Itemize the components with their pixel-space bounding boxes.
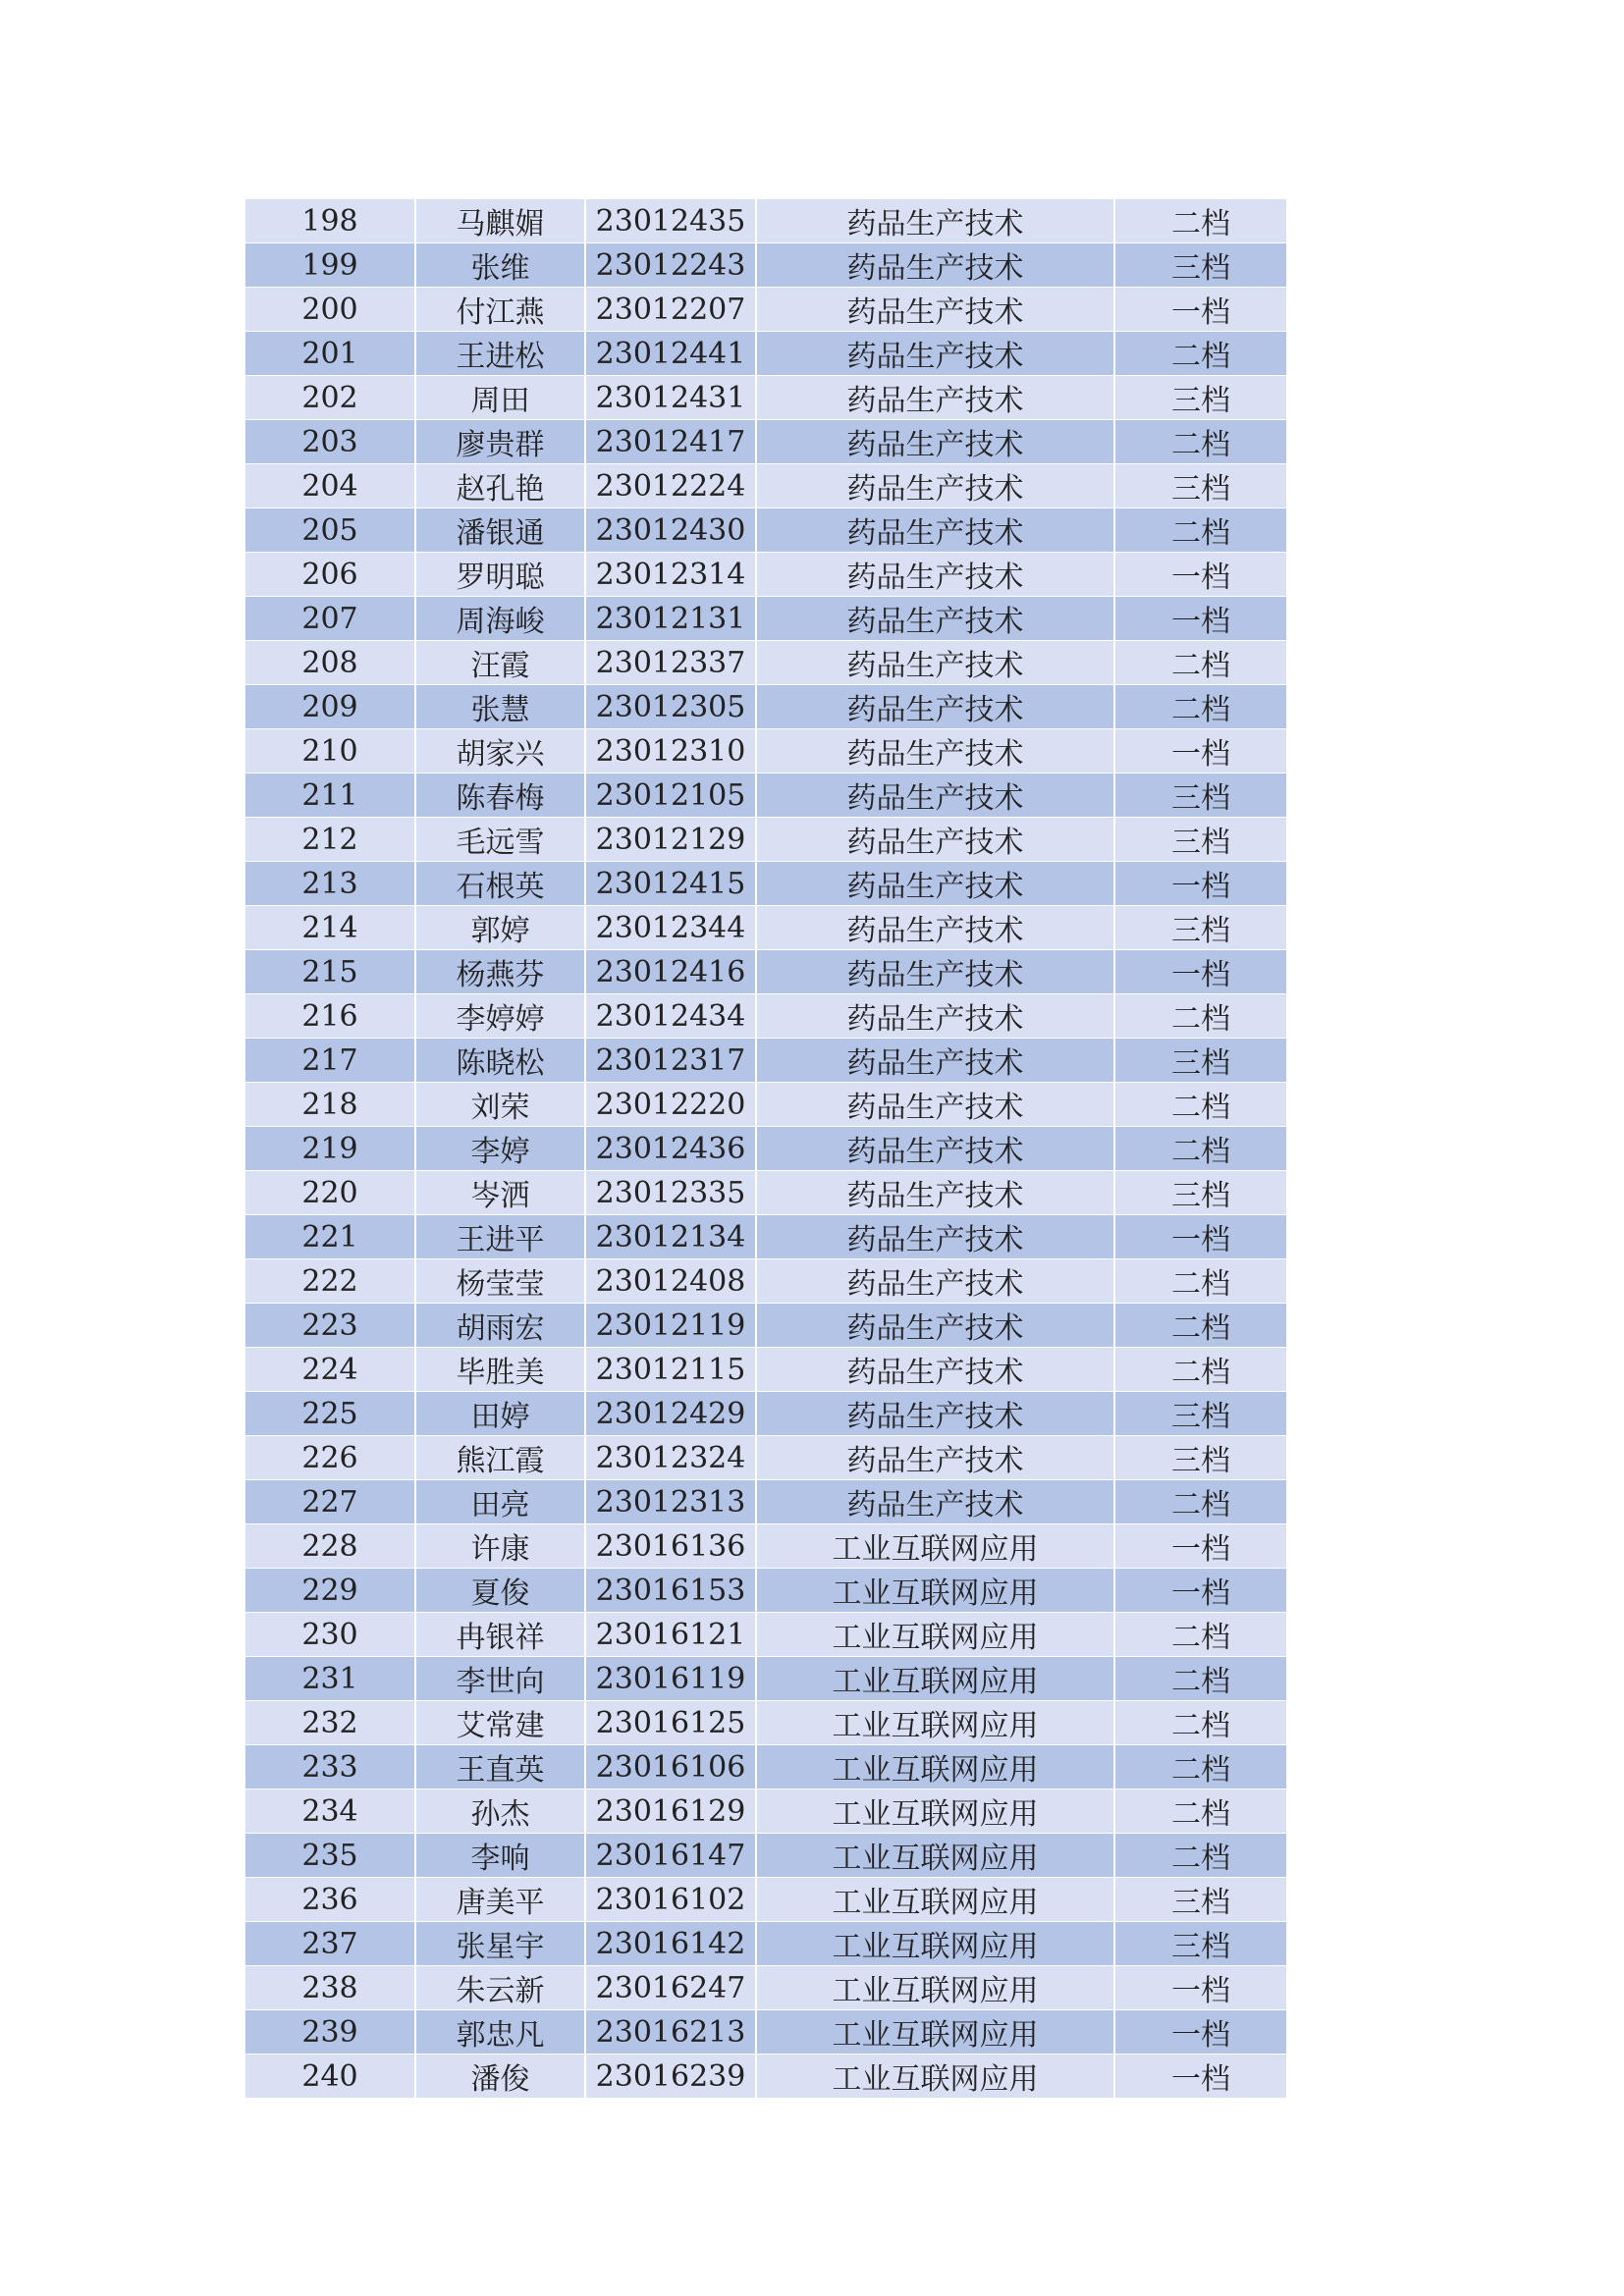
row-number-cell: 202: [245, 376, 415, 420]
row-number-cell: 230: [245, 1613, 415, 1657]
row-number-cell: 216: [245, 994, 415, 1039]
major-cell: 药品生产技术: [756, 332, 1114, 376]
row-number-cell: 229: [245, 1569, 415, 1613]
student-id-cell: 23012429: [585, 1392, 756, 1436]
grant-level-cell: 二档: [1114, 1083, 1286, 1127]
row-number-cell: 223: [245, 1304, 415, 1348]
table-row: [245, 1127, 1286, 1171]
row-number-cell: 209: [245, 685, 415, 729]
student-name-cell: 田婷: [415, 1392, 585, 1436]
row-number-cell: 220: [245, 1171, 415, 1215]
table-row: [245, 1171, 1286, 1215]
grant-level-cell: 二档: [1114, 1745, 1286, 1789]
row-number-cell: 228: [245, 1524, 415, 1569]
student-id-cell: 23012415: [585, 862, 756, 906]
student-id-cell: 23012119: [585, 1304, 756, 1348]
student-id-cell: 23012430: [585, 508, 756, 553]
row-number-cell: 221: [245, 1215, 415, 1259]
grant-level-cell: 二档: [1114, 641, 1286, 685]
table-row: [245, 685, 1286, 729]
table-row: [245, 243, 1286, 288]
major-cell: 药品生产技术: [756, 641, 1114, 685]
student-id-cell: 23016129: [585, 1789, 756, 1834]
student-name-cell: 陈春梅: [415, 774, 585, 818]
grant-level-cell: 三档: [1114, 1878, 1286, 1922]
table-body: [245, 199, 1286, 2099]
student-id-cell: 23012435: [585, 199, 756, 243]
major-cell: 药品生产技术: [756, 1215, 1114, 1259]
student-name-cell: 郭忠凡: [415, 2010, 585, 2055]
grant-level-cell: 二档: [1114, 420, 1286, 464]
table-row: [245, 1480, 1286, 1524]
table-row: [245, 1083, 1286, 1127]
major-cell: 工业互联网应用: [756, 1524, 1114, 1569]
grant-level-cell: 二档: [1114, 199, 1286, 243]
student-id-cell: 23012436: [585, 1127, 756, 1171]
student-name-cell: 胡家兴: [415, 729, 585, 774]
student-id-cell: 23016213: [585, 2010, 756, 2055]
grant-level-cell: 二档: [1114, 508, 1286, 553]
student-id-cell: 23012207: [585, 288, 756, 332]
major-cell: 药品生产技术: [756, 1259, 1114, 1304]
row-number-cell: 207: [245, 597, 415, 641]
student-name-cell: 李婷婷: [415, 994, 585, 1039]
grant-level-cell: 一档: [1114, 862, 1286, 906]
grant-level-cell: 一档: [1114, 950, 1286, 994]
row-number-cell: 234: [245, 1789, 415, 1834]
table-row: [245, 1834, 1286, 1878]
table-row: [245, 1701, 1286, 1745]
student-name-cell: 郭婷: [415, 906, 585, 950]
row-number-cell: 224: [245, 1348, 415, 1392]
major-cell: 药品生产技术: [756, 818, 1114, 862]
table-row: [245, 332, 1286, 376]
student-id-cell: 23012243: [585, 243, 756, 288]
row-number-cell: 210: [245, 729, 415, 774]
major-cell: 药品生产技术: [756, 420, 1114, 464]
student-name-cell: 王进平: [415, 1215, 585, 1259]
major-cell: 药品生产技术: [756, 774, 1114, 818]
student-id-cell: 23012224: [585, 464, 756, 508]
student-name-cell: 杨莹莹: [415, 1259, 585, 1304]
table-row: [245, 1966, 1286, 2010]
grant-level-cell: 一档: [1114, 1569, 1286, 1613]
table-row: [245, 1215, 1286, 1259]
student-name-cell: 石根英: [415, 862, 585, 906]
student-name-cell: 唐美平: [415, 1878, 585, 1922]
student-name-cell: 孙杰: [415, 1789, 585, 1834]
student-name-cell: 张维: [415, 243, 585, 288]
grant-level-cell: 三档: [1114, 906, 1286, 950]
row-number-cell: 239: [245, 2010, 415, 2055]
table-row: [245, 1569, 1286, 1613]
grant-level-cell: 三档: [1114, 243, 1286, 288]
row-number-cell: 205: [245, 508, 415, 553]
grant-level-cell: 三档: [1114, 464, 1286, 508]
row-number-cell: 233: [245, 1745, 415, 1789]
table-row: [245, 818, 1286, 862]
grant-level-cell: 二档: [1114, 1348, 1286, 1392]
table-row: [245, 1789, 1286, 1834]
table-row: [245, 729, 1286, 774]
row-number-cell: 213: [245, 862, 415, 906]
row-number-cell: 214: [245, 906, 415, 950]
major-cell: 药品生产技术: [756, 243, 1114, 288]
student-id-cell: 23016102: [585, 1878, 756, 1922]
student-name-cell: 赵孔艳: [415, 464, 585, 508]
row-number-cell: 217: [245, 1039, 415, 1083]
table-row: [245, 464, 1286, 508]
table-row: [245, 1348, 1286, 1392]
major-cell: 药品生产技术: [756, 1127, 1114, 1171]
major-cell: 药品生产技术: [756, 1171, 1114, 1215]
student-name-cell: 艾常建: [415, 1701, 585, 1745]
student-name-cell: 廖贵群: [415, 420, 585, 464]
row-number-cell: 200: [245, 288, 415, 332]
student-id-cell: 23012105: [585, 774, 756, 818]
table-row: [245, 1657, 1286, 1701]
row-number-cell: 204: [245, 464, 415, 508]
row-number-cell: 206: [245, 553, 415, 597]
row-number-cell: 218: [245, 1083, 415, 1127]
row-number-cell: 208: [245, 641, 415, 685]
student-name-cell: 冉银祥: [415, 1613, 585, 1657]
grant-level-cell: 二档: [1114, 1789, 1286, 1834]
student-id-cell: 23012220: [585, 1083, 756, 1127]
major-cell: 药品生产技术: [756, 464, 1114, 508]
grant-level-cell: 二档: [1114, 994, 1286, 1039]
student-name-cell: 李世向: [415, 1657, 585, 1701]
table-row: [245, 862, 1286, 906]
student-name-cell: 张慧: [415, 685, 585, 729]
major-cell: 药品生产技术: [756, 862, 1114, 906]
table-row: [245, 420, 1286, 464]
table-row: [245, 774, 1286, 818]
grant-level-cell: 三档: [1114, 1436, 1286, 1480]
row-number-cell: 198: [245, 199, 415, 243]
student-id-cell: 23012434: [585, 994, 756, 1039]
student-name-cell: 周田: [415, 376, 585, 420]
student-name-cell: 夏俊: [415, 1569, 585, 1613]
major-cell: 工业互联网应用: [756, 1834, 1114, 1878]
student-name-cell: 李响: [415, 1834, 585, 1878]
student-id-cell: 23012344: [585, 906, 756, 950]
major-cell: 药品生产技术: [756, 1083, 1114, 1127]
major-cell: 药品生产技术: [756, 729, 1114, 774]
student-name-cell: 汪霞: [415, 641, 585, 685]
major-cell: 药品生产技术: [756, 376, 1114, 420]
student-id-cell: 23012129: [585, 818, 756, 862]
row-number-cell: 219: [245, 1127, 415, 1171]
row-number-cell: 212: [245, 818, 415, 862]
table-row: [245, 950, 1286, 994]
student-name-cell: 王直英: [415, 1745, 585, 1789]
major-cell: 药品生产技术: [756, 288, 1114, 332]
row-number-cell: 238: [245, 1966, 415, 2010]
row-number-cell: 236: [245, 1878, 415, 1922]
row-number-cell: 222: [245, 1259, 415, 1304]
student-name-cell: 田亮: [415, 1480, 585, 1524]
major-cell: 药品生产技术: [756, 553, 1114, 597]
table-row: [245, 1304, 1286, 1348]
student-name-cell: 马麒媚: [415, 199, 585, 243]
student-id-cell: 23012131: [585, 597, 756, 641]
student-id-cell: 23012417: [585, 420, 756, 464]
major-cell: 工业互联网应用: [756, 2010, 1114, 2055]
major-cell: 工业互联网应用: [756, 2055, 1114, 2099]
student-name-cell: 刘荣: [415, 1083, 585, 1127]
row-number-cell: 211: [245, 774, 415, 818]
student-name-cell: 潘俊: [415, 2055, 585, 2099]
student-id-cell: 23016147: [585, 1834, 756, 1878]
major-cell: 药品生产技术: [756, 994, 1114, 1039]
table-row: [245, 1039, 1286, 1083]
grant-level-cell: 三档: [1114, 1922, 1286, 1966]
student-id-cell: 23016121: [585, 1613, 756, 1657]
grant-level-cell: 二档: [1114, 1259, 1286, 1304]
grant-level-cell: 三档: [1114, 376, 1286, 420]
student-name-cell: 岑洒: [415, 1171, 585, 1215]
student-id-cell: 23012324: [585, 1436, 756, 1480]
table-row: [245, 1524, 1286, 1569]
student-id-cell: 23012408: [585, 1259, 756, 1304]
major-cell: 药品生产技术: [756, 950, 1114, 994]
major-cell: 药品生产技术: [756, 906, 1114, 950]
row-number-cell: 232: [245, 1701, 415, 1745]
table-row: [245, 1392, 1286, 1436]
table-row: [245, 1436, 1286, 1480]
row-number-cell: 225: [245, 1392, 415, 1436]
table-row: [245, 641, 1286, 685]
grant-level-cell: 二档: [1114, 685, 1286, 729]
student-id-cell: 23012305: [585, 685, 756, 729]
major-cell: 工业互联网应用: [756, 1878, 1114, 1922]
student-id-cell: 23012416: [585, 950, 756, 994]
major-cell: 工业互联网应用: [756, 1569, 1114, 1613]
major-cell: 工业互联网应用: [756, 1613, 1114, 1657]
grant-level-cell: 一档: [1114, 1966, 1286, 2010]
student-grant-table: [245, 199, 1286, 2099]
major-cell: 药品生产技术: [756, 1348, 1114, 1392]
student-name-cell: 毛远雪: [415, 818, 585, 862]
grant-level-cell: 二档: [1114, 332, 1286, 376]
table-row: [245, 288, 1286, 332]
student-id-cell: 23012441: [585, 332, 756, 376]
row-number-cell: 235: [245, 1834, 415, 1878]
major-cell: 工业互联网应用: [756, 1701, 1114, 1745]
student-name-cell: 周海峻: [415, 597, 585, 641]
grant-level-cell: 二档: [1114, 1613, 1286, 1657]
grant-level-cell: 二档: [1114, 1480, 1286, 1524]
student-name-cell: 付江燕: [415, 288, 585, 332]
major-cell: 药品生产技术: [756, 1304, 1114, 1348]
major-cell: 工业互联网应用: [756, 1657, 1114, 1701]
grant-level-cell: 三档: [1114, 1039, 1286, 1083]
student-id-cell: 23012310: [585, 729, 756, 774]
major-cell: 药品生产技术: [756, 1392, 1114, 1436]
grant-level-cell: 三档: [1114, 818, 1286, 862]
table-row: [245, 597, 1286, 641]
grant-level-cell: 二档: [1114, 1127, 1286, 1171]
row-number-cell: 199: [245, 243, 415, 288]
table-row: [245, 1259, 1286, 1304]
major-cell: 药品生产技术: [756, 597, 1114, 641]
table-row: [245, 906, 1286, 950]
student-id-cell: 23012317: [585, 1039, 756, 1083]
major-cell: 药品生产技术: [756, 508, 1114, 553]
grant-level-cell: 一档: [1114, 729, 1286, 774]
student-name-cell: 胡雨宏: [415, 1304, 585, 1348]
grant-level-cell: 一档: [1114, 1524, 1286, 1569]
table-row: [245, 2055, 1286, 2099]
student-id-cell: 23012115: [585, 1348, 756, 1392]
student-id-cell: 23016106: [585, 1745, 756, 1789]
row-number-cell: 240: [245, 2055, 415, 2099]
table-row: [245, 994, 1286, 1039]
table-row: [245, 376, 1286, 420]
student-name-cell: 王进松: [415, 332, 585, 376]
row-number-cell: 203: [245, 420, 415, 464]
grant-level-cell: 一档: [1114, 2055, 1286, 2099]
major-cell: 药品生产技术: [756, 1039, 1114, 1083]
student-id-cell: 23016142: [585, 1922, 756, 1966]
table-row: [245, 1922, 1286, 1966]
grant-level-cell: 二档: [1114, 1701, 1286, 1745]
row-number-cell: 201: [245, 332, 415, 376]
student-id-cell: 23016239: [585, 2055, 756, 2099]
grant-level-cell: 二档: [1114, 1657, 1286, 1701]
student-id-cell: 23016247: [585, 1966, 756, 2010]
grant-level-cell: 一档: [1114, 597, 1286, 641]
grant-level-cell: 三档: [1114, 1171, 1286, 1215]
grant-level-cell: 一档: [1114, 553, 1286, 597]
grant-level-cell: 二档: [1114, 1834, 1286, 1878]
student-name-cell: 杨燕芬: [415, 950, 585, 994]
student-id-cell: 23016136: [585, 1524, 756, 1569]
student-name-cell: 陈晓松: [415, 1039, 585, 1083]
table-row: [245, 1613, 1286, 1657]
major-cell: 药品生产技术: [756, 685, 1114, 729]
major-cell: 工业互联网应用: [756, 1745, 1114, 1789]
major-cell: 工业互联网应用: [756, 1966, 1114, 2010]
student-name-cell: 熊江霞: [415, 1436, 585, 1480]
student-id-cell: 23016119: [585, 1657, 756, 1701]
student-name-cell: 毕胜美: [415, 1348, 585, 1392]
student-id-cell: 23012313: [585, 1480, 756, 1524]
table-row: [245, 2010, 1286, 2055]
table-row: [245, 199, 1286, 243]
student-id-cell: 23016125: [585, 1701, 756, 1745]
table-row: [245, 508, 1286, 553]
major-cell: 工业互联网应用: [756, 1789, 1114, 1834]
major-cell: 工业互联网应用: [756, 1922, 1114, 1966]
major-cell: 药品生产技术: [756, 1436, 1114, 1480]
major-cell: 药品生产技术: [756, 199, 1114, 243]
row-number-cell: 226: [245, 1436, 415, 1480]
student-name-cell: 许康: [415, 1524, 585, 1569]
student-id-cell: 23012337: [585, 641, 756, 685]
grant-level-cell: 三档: [1114, 774, 1286, 818]
student-id-cell: 23016153: [585, 1569, 756, 1613]
row-number-cell: 215: [245, 950, 415, 994]
grant-level-cell: 一档: [1114, 1215, 1286, 1259]
student-id-cell: 23012134: [585, 1215, 756, 1259]
student-id-cell: 23012431: [585, 376, 756, 420]
table-row: [245, 553, 1286, 597]
table-row: [245, 1878, 1286, 1922]
student-name-cell: 罗明聪: [415, 553, 585, 597]
table-row: [245, 1745, 1286, 1789]
student-name-cell: 潘银通: [415, 508, 585, 553]
major-cell: 药品生产技术: [756, 1480, 1114, 1524]
student-name-cell: 李婷: [415, 1127, 585, 1171]
grant-level-cell: 一档: [1114, 2010, 1286, 2055]
row-number-cell: 227: [245, 1480, 415, 1524]
student-name-cell: 张星宇: [415, 1922, 585, 1966]
student-name-cell: 朱云新: [415, 1966, 585, 2010]
grant-level-cell: 三档: [1114, 1392, 1286, 1436]
student-id-cell: 23012335: [585, 1171, 756, 1215]
grant-level-cell: 二档: [1114, 1304, 1286, 1348]
student-id-cell: 23012314: [585, 553, 756, 597]
row-number-cell: 237: [245, 1922, 415, 1966]
row-number-cell: 231: [245, 1657, 415, 1701]
grant-level-cell: 一档: [1114, 288, 1286, 332]
